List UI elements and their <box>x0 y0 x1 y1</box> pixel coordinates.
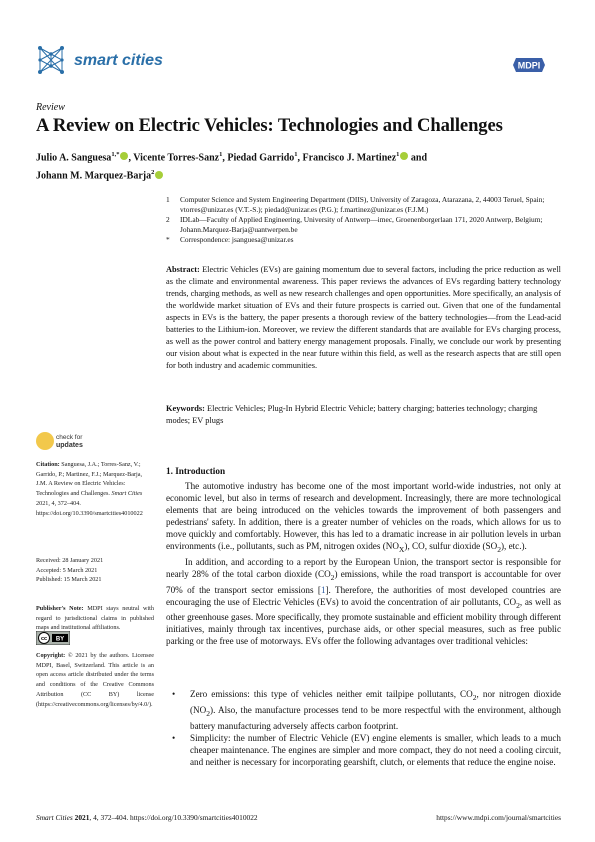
orcid-icon[interactable] <box>120 152 128 160</box>
bullet-icon: • <box>172 732 176 743</box>
journal-logo-icon <box>36 44 66 76</box>
affiliation-item: 1 Computer Science and System Engineering Department (DIIS), University of Zaragoza, Atarazana, 2, 44003 Teruel, Spain; vtorres@unizar.es (V.T.-S.); piedad@unizar.es (P.G.); f.martinez@unizar.es (F.J.M.) <box>166 195 545 214</box>
correspondence: * Correspondence: jsanguesa@unizar.es <box>166 235 294 244</box>
section-body <box>166 480 561 647</box>
footer-journal-url[interactable]: https://www.mdpi.com/journal/smartcities <box>436 813 561 822</box>
keywords <box>166 403 561 427</box>
author-name: Francisco J. Martinez <box>302 152 397 164</box>
section-heading: 1. Introduction <box>166 466 226 476</box>
journal-name: smart cities <box>74 52 163 69</box>
list-item: • Simplicity: the number of Electric Vehicle (EV) engine elements is smaller, which leads to a much cheaper maintenance. The engines are simpler and more compact, they do not need a cooling circuit, and neither is necessary for incorporating gearshift, clutch, or elements that reduce the engine noise. <box>166 732 561 768</box>
author-affil-sup: 1 <box>294 151 298 158</box>
check-for-updates-label[interactable]: check for updates <box>56 434 83 449</box>
paragraph: In addition, and according to a report by the European Union, the transport sector is responsible for nearly 28% of the total carbon dioxide $(CO_2)$ emissions, while the road transport is accountable for over 70% of the transport sector emissions [1]. Therefore, the authorities of most developed countries are encouraging the use of Electric Vehicles (EVs) to avoid the concentration of air pollutants, $CO_2$, as well as other greenhouse gases. More specifically, they promote sustainable and efficient mobility through different initiatives, mainly through tax incentives, purchase aids, or other special measures, such as free public parking or the free use of motorways. EVs offer the following advantages over traditional vehicles: <box>166 556 561 647</box>
advantages-list <box>166 688 561 768</box>
publisher-note: Publisher's Note: MDPI stays neutral with regard to jurisdictional claims in published maps and institutional affiliations. <box>36 605 154 632</box>
citation-block: Citation: Sanguesa, J.A.; Torres-Sanz, V.; Garrido, P.; Martinez, F.J.; Marquez-Barja, J.M. A Review on Electric Vehicles: Technologies and Challenges. Smart Cities 2021, 4, 372–404. https://doi.org/10.3390/smartcities4010022 <box>36 461 143 517</box>
author-name: Johann M. Marquez-Barja <box>36 170 152 182</box>
cc-by-license-icon[interactable] <box>36 631 70 645</box>
check-for-updates-icon[interactable] <box>36 432 54 450</box>
author-affil-sup: 2 <box>151 169 155 177</box>
affiliation-item: 2 IDLab—Faculty of Applied Engineering, University of Antwerp—imec, Groenenborgerlaan 171, 2020 Antwerp, Belgium; Johann.Marquez-Barja@uantwerpen.be <box>166 215 543 234</box>
paragraph: The automotive industry has become one of the most important world-wide industries, not only at economic level, but also in terms of research and development. Increasingly, there are more technological elements that are being introduced on the vehicles towards the improvement of both passengers and pedestrians' safety. In addition, there is a greater number of vehicles on the roads, which allows for us to move quickly and comfortably. However, this has led to a dramatic increase in air pollution levels in urban environments (i.e., pollutants, such as PM, nitrogen oxides $(NO_X)$, CO, sulfur dioxide $(SO_2)$, etc.). <box>166 481 561 554</box>
dates-block <box>36 556 154 585</box>
citation-label: Citation: <box>36 461 60 468</box>
footer-citation: Smart Cities 2021, 4, 372–404. https://doi.org/10.3390/smartcities4010022 <box>36 813 258 822</box>
orcid-icon[interactable] <box>400 152 408 160</box>
author-name: Piedad Garrido <box>227 152 295 164</box>
bullet-icon: • <box>172 689 176 699</box>
abstract-text: Electric Vehicles (EVs) are gaining momentum due to several factors, including the price reduction as well as the climate and environmental awareness. This paper reviews the advances of EVs regarding battery technology trends, charging methods, as well as new research challenges and open opportunities. More specifically, an analysis of the worldwide market situation of EVs and their future prospects is carried out. Given that one of the fundamental aspects in EVs is the battery, the paper presents a thorough review of the battery technologies—from the Lead-acid batteries to the Lithium-ion. Moreover, we review the different standards that are available for EVs charging process, as well as the power control and battery energy management proposals. Finally, we conclude our work by presenting our vision about what is expected in the near future within this field, as well as the research aspects that are still open for both industry and academic communities. <box>166 265 561 370</box>
article-type: Review <box>36 102 65 113</box>
author-name: Vicente Torres-Sanz <box>133 152 220 164</box>
keywords-text: Electric Vehicles; Plug-In Hybrid Electric Vehicle; battery charging; batteries technology; charging modes; EV plugs <box>166 404 538 425</box>
abstract <box>166 264 561 372</box>
orcid-icon[interactable] <box>155 171 163 179</box>
author-list: Julio A. Sanguesa$^{1,*}$ , Vicente Torres-Sanz$^1$, Piedad Garrido$^1$, Francisco J. Martinez$^1$ and Johann M. Marquez-Barja$^2$ <box>36 151 428 182</box>
published-date: Published: 15 March 2021 <box>36 576 102 584</box>
paper-title: A Review on Electric Vehicles: Technologies and Challenges <box>36 115 503 136</box>
author-affil-sup: 1 <box>219 151 223 158</box>
received-date: Received: 28 January 2021 <box>36 557 104 564</box>
keywords-label: Keywords: <box>166 404 205 413</box>
citation-link[interactable]: 1 <box>320 584 326 595</box>
copyright-block: Copyright: © 2021 by the authors. Licensee MDPI, Basel, Switzerland. This article is an open access article distributed under the terms and conditions of the Creative Commons Attribution (CC BY) license (https://creativecommons.org/licenses/by/4.0/). <box>36 652 154 708</box>
accepted-date: Accepted: 5 March 2021 <box>36 566 98 574</box>
svg-text:cc: cc <box>40 636 48 643</box>
author-name: Julio A. Sanguesa <box>36 152 112 164</box>
list-item: • Zero emissions: this type of vehicles neither emit tailpipe pollutants, $CO_2$, nor nitrogen dioxide $(NO_2)$. Also, the manufacture processes tend to be more respectful with the environment, although battery manufacturing adversely affects carbon footprint. <box>166 688 561 732</box>
mdpi-logo <box>512 56 546 74</box>
affiliations <box>166 195 561 245</box>
author-affil-sup: 1 <box>396 151 400 158</box>
author-affil-sup: 1,* <box>111 151 120 158</box>
abstract-label: Abstract: <box>166 265 200 274</box>
author-conjunction: and <box>410 152 428 164</box>
svg-text:BY: BY <box>55 636 65 643</box>
publisher-label: MDPI <box>517 60 541 71</box>
